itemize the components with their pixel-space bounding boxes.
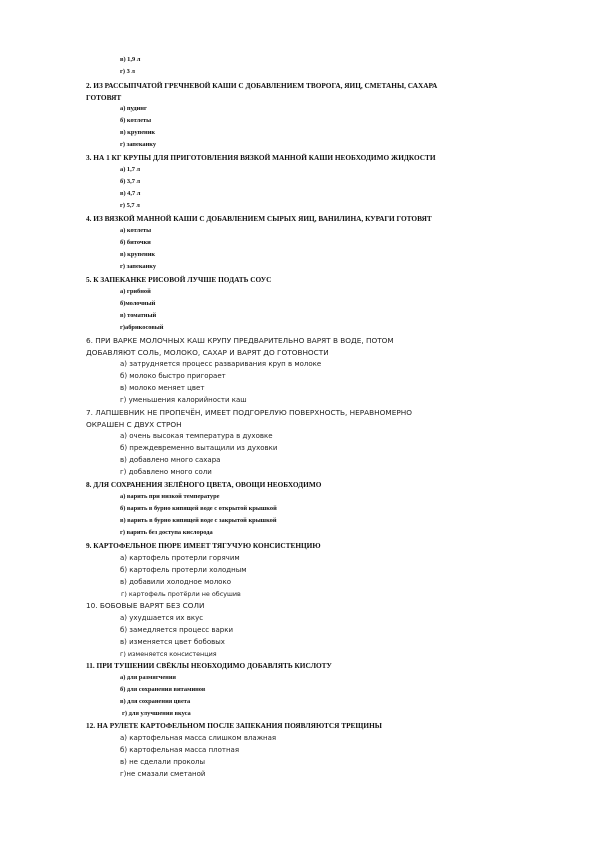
option-3-a: а) 1,7 л [120,166,141,173]
question-4-line-1: 4. ИЗ ВЯЗКОЙ МАННОЙ КАШИ С ДОБАВЛЕНИЕМ СЫРЫХ ЯИЦ, ВАНИЛИНА, КУРАГИ ГОТОВЯТ [86,214,432,223]
option-11-a: а) для размягчения [120,674,176,681]
option-12-v: в) не сделали проколы [120,758,206,766]
option-5-b: б)молочный [120,300,156,307]
option-5-v: в) томатный [120,312,157,319]
option-4-v: в) крупеник [120,251,156,258]
option-10-a: а) ухудшается их вкус [120,614,204,622]
option-7-g: г) добавлено много соли [120,468,212,476]
option-5-a: а) грибной [120,288,151,295]
option-8-b: б) варить в бурно кипящей воде с открытой крышкой [120,505,277,512]
option-7-b: б) преждевременно вытащили из духовки [120,444,278,452]
option-2-v: в) крупеник [120,129,156,136]
option-6-v: в) молоко меняет цвет [120,384,205,392]
option-1-v: в) 1,9 л [120,56,141,63]
option-6-b: б) молоко быстро пригорает [120,372,226,380]
option-2-g: г) запеканку [120,141,157,148]
option-10-g: г) изменяется консистенция [120,650,217,658]
option-1-g: г) 3 л [120,68,136,75]
option-10-v: в) изменяется цвет бобовых [120,638,225,646]
question-2-line-2: ГОТОВЯТ [86,93,122,102]
option-11-v: в) для сохранения цвета [120,698,191,705]
option-3-g: г) 5,7 л [120,202,140,209]
option-6-a: а) затрудняется процесс разваривания круп в молоке [120,360,322,368]
option-7-a: а) очень высокая температура в духовке [120,432,273,440]
option-8-v: в) варить в бурно кипящей воде с закрытой крышкой [120,517,277,524]
option-12-b: б) картофельная масса плотная [120,746,240,754]
option-4-b: б) биточки [120,239,151,246]
option-5-g: г)абрикосовый [120,324,164,331]
question-6-line-2: ДОБАВЛЯЮТ СОЛЬ, МОЛОКО, САХАР И ВАРЯТ ДО ГОТОВНОСТИ [86,348,329,357]
option-8-a: а) варить при низкой температуре [120,493,220,500]
question-11-line-1: 11. ПРИ ТУШЕНИИ СВЁКЛЫ НЕОБХОДИМО ДОБАВЛЯТЬ КИСЛОТУ [86,661,332,670]
question-7-line-2: ОКРАШЕН С ДВУХ СТРОН [86,420,182,429]
option-12-a: а) картофельная масса слишком влажная [120,734,277,742]
option-9-g: г) картофель протёрли не обсушив [121,590,241,598]
option-4-g: г) запеканку [120,263,157,270]
option-9-a: а) картофель протерли горячим [120,554,240,562]
option-2-a: а) пудинг [120,105,147,112]
option-12-g: г)не смазали сметаной [120,770,206,778]
question-12-line-1: 12. НА РУЛЕТЕ КАРТОФЕЛЬНОМ ПОСЛЕ ЗАПЕКАНИЯ ПОЯВЛЯЮТСЯ ТРЕЩИНЫ [86,721,382,730]
question-10-line-1: 10. БОБОВЫЕ ВАРЯТ БЕЗ СОЛИ [86,601,205,610]
question-6-line-1: 6. ПРИ ВАРКЕ МОЛОЧНЫХ КАШ КРУПУ ПРЕДВАРИТЕЛЬНО ВАРЯТ В ВОДЕ, ПОТОМ [86,336,394,345]
question-5-line-1: 5. К ЗАПЕКАНКЕ РИСОВОЙ ЛУЧШЕ ПОДАТЬ СОУС [86,275,272,284]
option-2-b: б) котлеты [120,117,152,124]
option-4-a: а) котлеты [120,227,152,234]
option-7-v: в) добавлено много сахара [120,456,221,464]
question-9-line-1: 9. КАРТОФЕЛЬНОЕ ПЮРЕ ИМЕЕТ ТЯГУЧУЮ КОНСИСТЕНЦИЮ [86,541,321,550]
question-3-line-1: 3. НА 1 КГ КРУПЫ ДЛЯ ПРИГОТОВЛЕНИЯ ВЯЗКОЙ МАННОЙ КАШИ НЕОБХОДИМО ЖИДКОСТИ [86,153,436,162]
question-8-line-1: 8. ДЛЯ СОХРАНЕНИЯ ЗЕЛЁНОГО ЦВЕТА, ОВОЩИ НЕОБХОДИМО [86,480,322,489]
option-3-v: в) 4,7 л [120,190,141,197]
option-9-b: б) картофель протерли холодным [120,566,247,574]
option-6-g: г) уменьшения калорийности каш [120,396,247,404]
option-10-b: б) замедляется процесс варки [120,626,233,634]
option-11-b: б) для сохранения витаминов [120,686,206,693]
question-7-line-1: 7. ЛАПШЕВНИК НЕ ПРОПЕЧЁН, ИМЕЕТ ПОДГОРЕЛУЮ ПОВЕРХНОСТЬ, НЕРАВНОМЕРНО [86,408,412,417]
option-11-g: г) для улучшения вкуса [122,710,191,717]
option-9-v: в) добавили холодное молоко [120,578,231,586]
option-3-b: б) 3,7 л [120,178,141,185]
question-2-line-1: 2. ИЗ РАССЫПЧАТОЙ ГРЕЧНЕВОЙ КАШИ С ДОБАВЛЕНИЕМ ТВОРОГА, ЯИЦ, СМЕТАНЫ, САХАРА [86,81,438,90]
option-8-g: г) варить без доступа кислорода [120,529,213,536]
